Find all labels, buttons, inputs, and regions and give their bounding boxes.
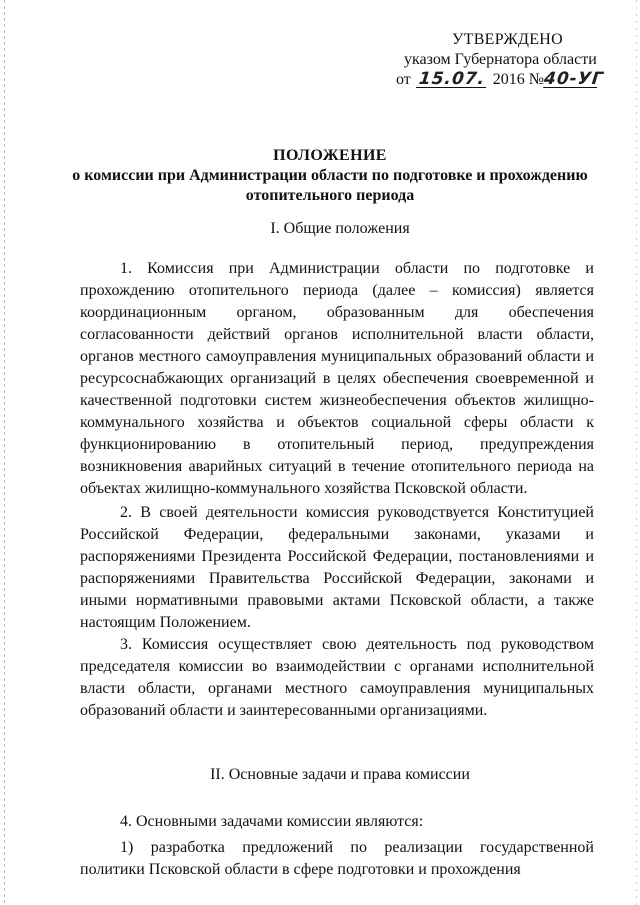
paragraph-4	[80, 811, 594, 833]
approval-stamp: УТВЕРЖДЕНО	[452, 31, 564, 48]
paragraph-2	[80, 502, 594, 634]
paragraph-5-text: 1) разработка предложений по реализации государственной политики Псковской области в сфере подготовки и прохождения	[80, 839, 594, 878]
approval-date-line	[396, 70, 636, 90]
scan-edge-left	[4, 0, 5, 905]
handwritten-date: 15.07.	[417, 69, 486, 89]
paragraph-1	[80, 258, 594, 500]
document-subtitle-line2: отопительного периода	[245, 187, 415, 204]
document-title: ПОЛОЖЕНИЕ	[273, 147, 387, 164]
approval-stamp-block	[396, 30, 636, 90]
document-title-block	[60, 146, 600, 206]
section-1-title: I. Общие положения	[270, 220, 410, 237]
paragraph-5	[80, 837, 594, 881]
paragraph-2-text: 2. В своей деятельности комиссия руководствуется Конституцией Российской Федерации, федеральными законами, указами и распоряжениями Президента Российской Федерации, постановлениями и распоряжениями Правительства Российской Федерации, законами и иными нормативными правовыми актами Псковской области, а также настоящим Положением.	[80, 504, 594, 631]
handwritten-number: 40-УГ	[543, 69, 605, 89]
paragraph-1-text: 1. Комиссия при Администрации области по подготовке и прохождению отопительного периода (далее – комиссия) является координационным органом, образованным для обеспечения согласованности действий органов исполнительной власти области, органов местного самоуправления муниципальных образований области и ресурсоснабжающих организаций в целях обеспечения своевременной и качественной подготовки систем жизнеобеспечения объектов жилищно-коммунального хозяйства и объектов социальной сферы области к функционированию в отопительный период, предупреждения возникновения аварийных ситуаций в течение отопительного периода на объектах жилищно-коммунального хозяйства Псковской области.	[80, 260, 594, 497]
scan-edge-right	[636, 0, 637, 905]
approval-year: 2016	[492, 71, 525, 88]
paragraph-3	[80, 634, 594, 722]
paragraph-3-text: 3. Комиссия осуществляет свою деятельность под руководством председателя комиссии во взаимодействии с органами исполнительной власти области, органами местного самоуправления муниципальных образований области и заинтересованными организациями.	[80, 636, 594, 719]
approval-number-sign: №	[528, 71, 545, 88]
document-subtitle-line1: о комиссии при Администрации области по подготовке и прохождению	[72, 167, 588, 184]
paragraph-4-text: 4. Основными задачами комиссии являются:	[120, 813, 424, 830]
approval-issuer: указом Губернатора области	[404, 51, 597, 68]
approval-from-prefix: от	[396, 71, 411, 88]
section-2-title: II. Основные задачи и права комиссии	[210, 766, 470, 783]
